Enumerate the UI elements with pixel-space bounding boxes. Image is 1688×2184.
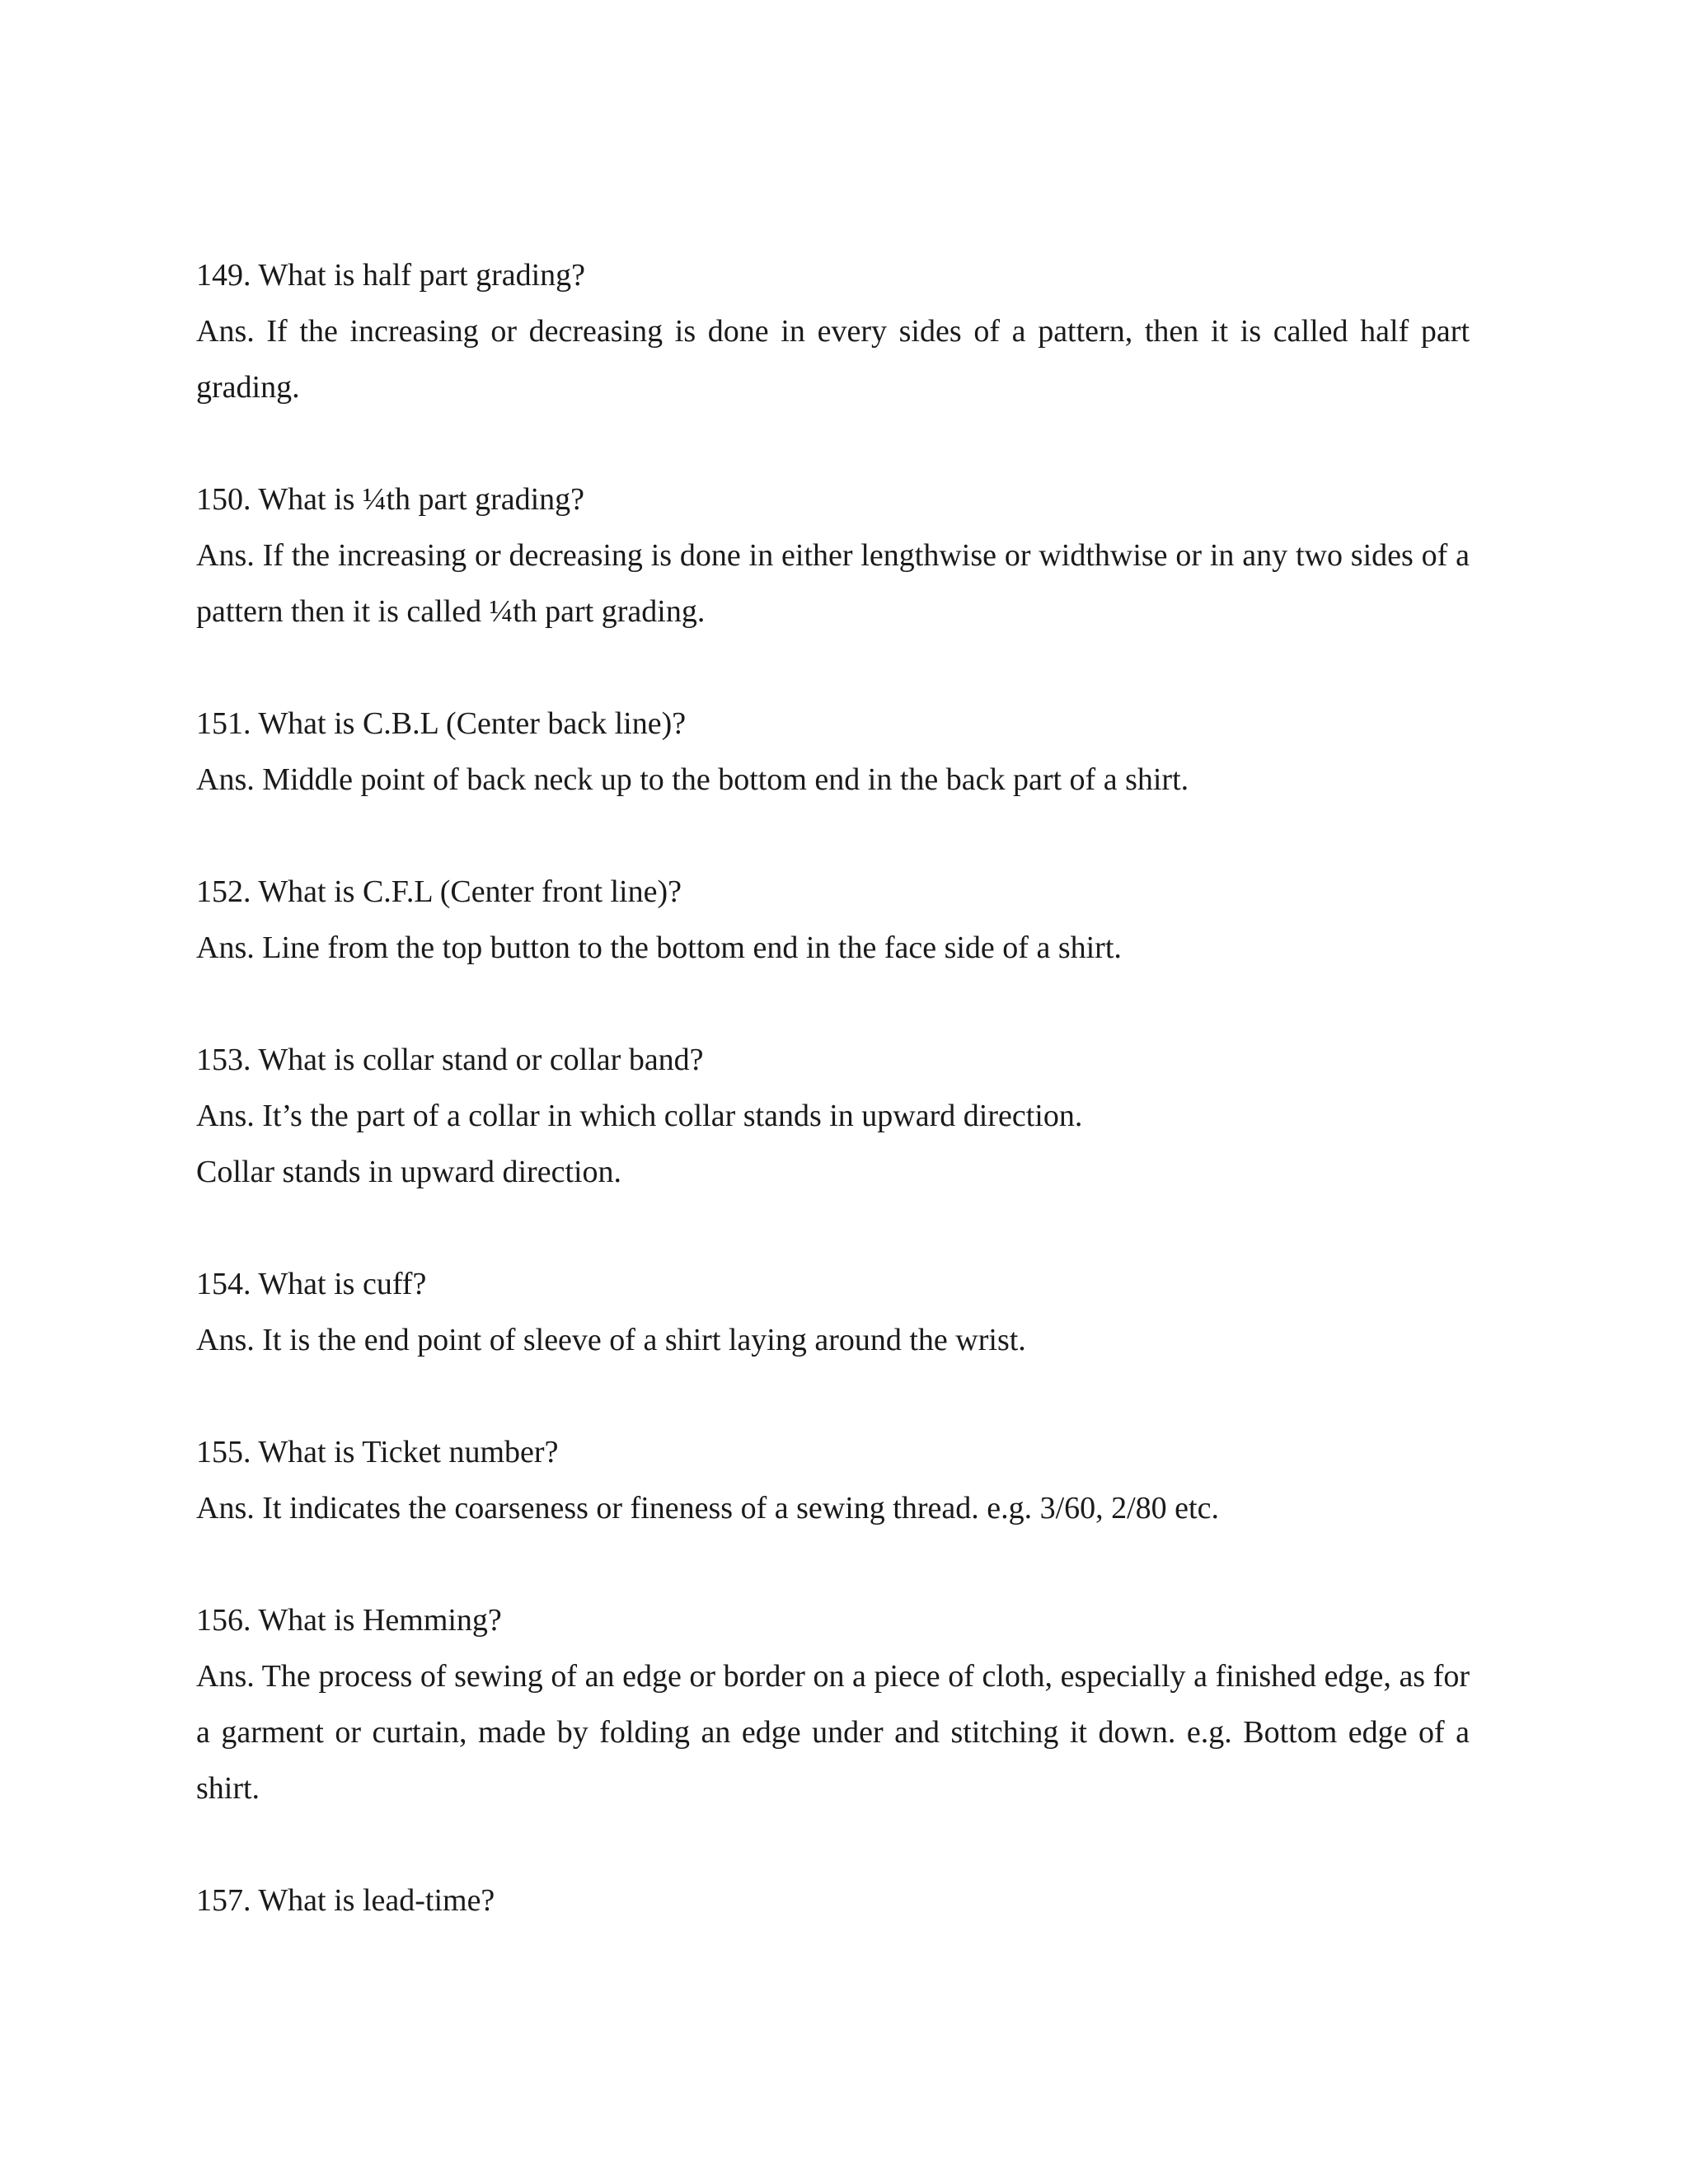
question-text: 152. What is C.F.L (Center front line)? [196, 874, 682, 909]
qa-item-156 [196, 1592, 1470, 1816]
qa-list [196, 247, 1470, 1929]
answer-text: Ans. Middle point of back neck up to the bottom end in the back part of a shirt. [196, 762, 1189, 797]
qa-item-155 [196, 1424, 1470, 1536]
qa-item-152 [196, 864, 1470, 976]
qa-item-151 [196, 696, 1470, 808]
answer-text: Ans. It’s the part of a collar in which collar stands in upward direction. [196, 1099, 1083, 1133]
answer-text: Ans. If the increasing or decreasing is done in either lengthwise or widthwise or in any two sides of a pattern then it is called ¼th part grading. [196, 538, 1470, 629]
qa-item-150 [196, 471, 1470, 640]
qa-item-149 [196, 247, 1470, 415]
question-text: 151. What is C.B.L (Center back line)? [196, 706, 687, 741]
answer-text: Ans. If the increasing or decreasing is done in every sides of a pattern, then it is called half part grading. [196, 314, 1470, 405]
qa-item-157 [196, 1872, 1470, 1929]
question-text: 156. What is Hemming? [196, 1603, 502, 1638]
question-text: 154. What is cuff? [196, 1267, 427, 1301]
answer-text-continued: Collar stands in upward direction. [196, 1155, 622, 1189]
answer-text: Ans. The process of sewing of an edge or border on a piece of cloth, especially a finished edge, as for a garment or curtain, made by folding an edge under and stitching it down. e.g. Bottom edge of a shirt. [196, 1659, 1470, 1806]
document-page [196, 247, 1470, 1985]
question-text: 149. What is half part grading? [196, 258, 586, 293]
question-text: 155. What is Ticket number? [196, 1435, 559, 1469]
qa-item-154 [196, 1256, 1470, 1368]
answer-text: Ans. It indicates the coarseness or fineness of a sewing thread. e.g. 3/60, 2/80 etc. [196, 1491, 1219, 1526]
question-text: 153. What is collar stand or collar band? [196, 1043, 704, 1077]
answer-text: Ans. It is the end point of sleeve of a shirt laying around the wrist. [196, 1323, 1026, 1357]
answer-text: Ans. Line from the top button to the bottom end in the face side of a shirt. [196, 930, 1122, 965]
question-text: 157. What is lead-time? [196, 1883, 495, 1918]
question-text: 150. What is ¼th part grading? [196, 482, 585, 517]
qa-item-153 [196, 1032, 1470, 1200]
